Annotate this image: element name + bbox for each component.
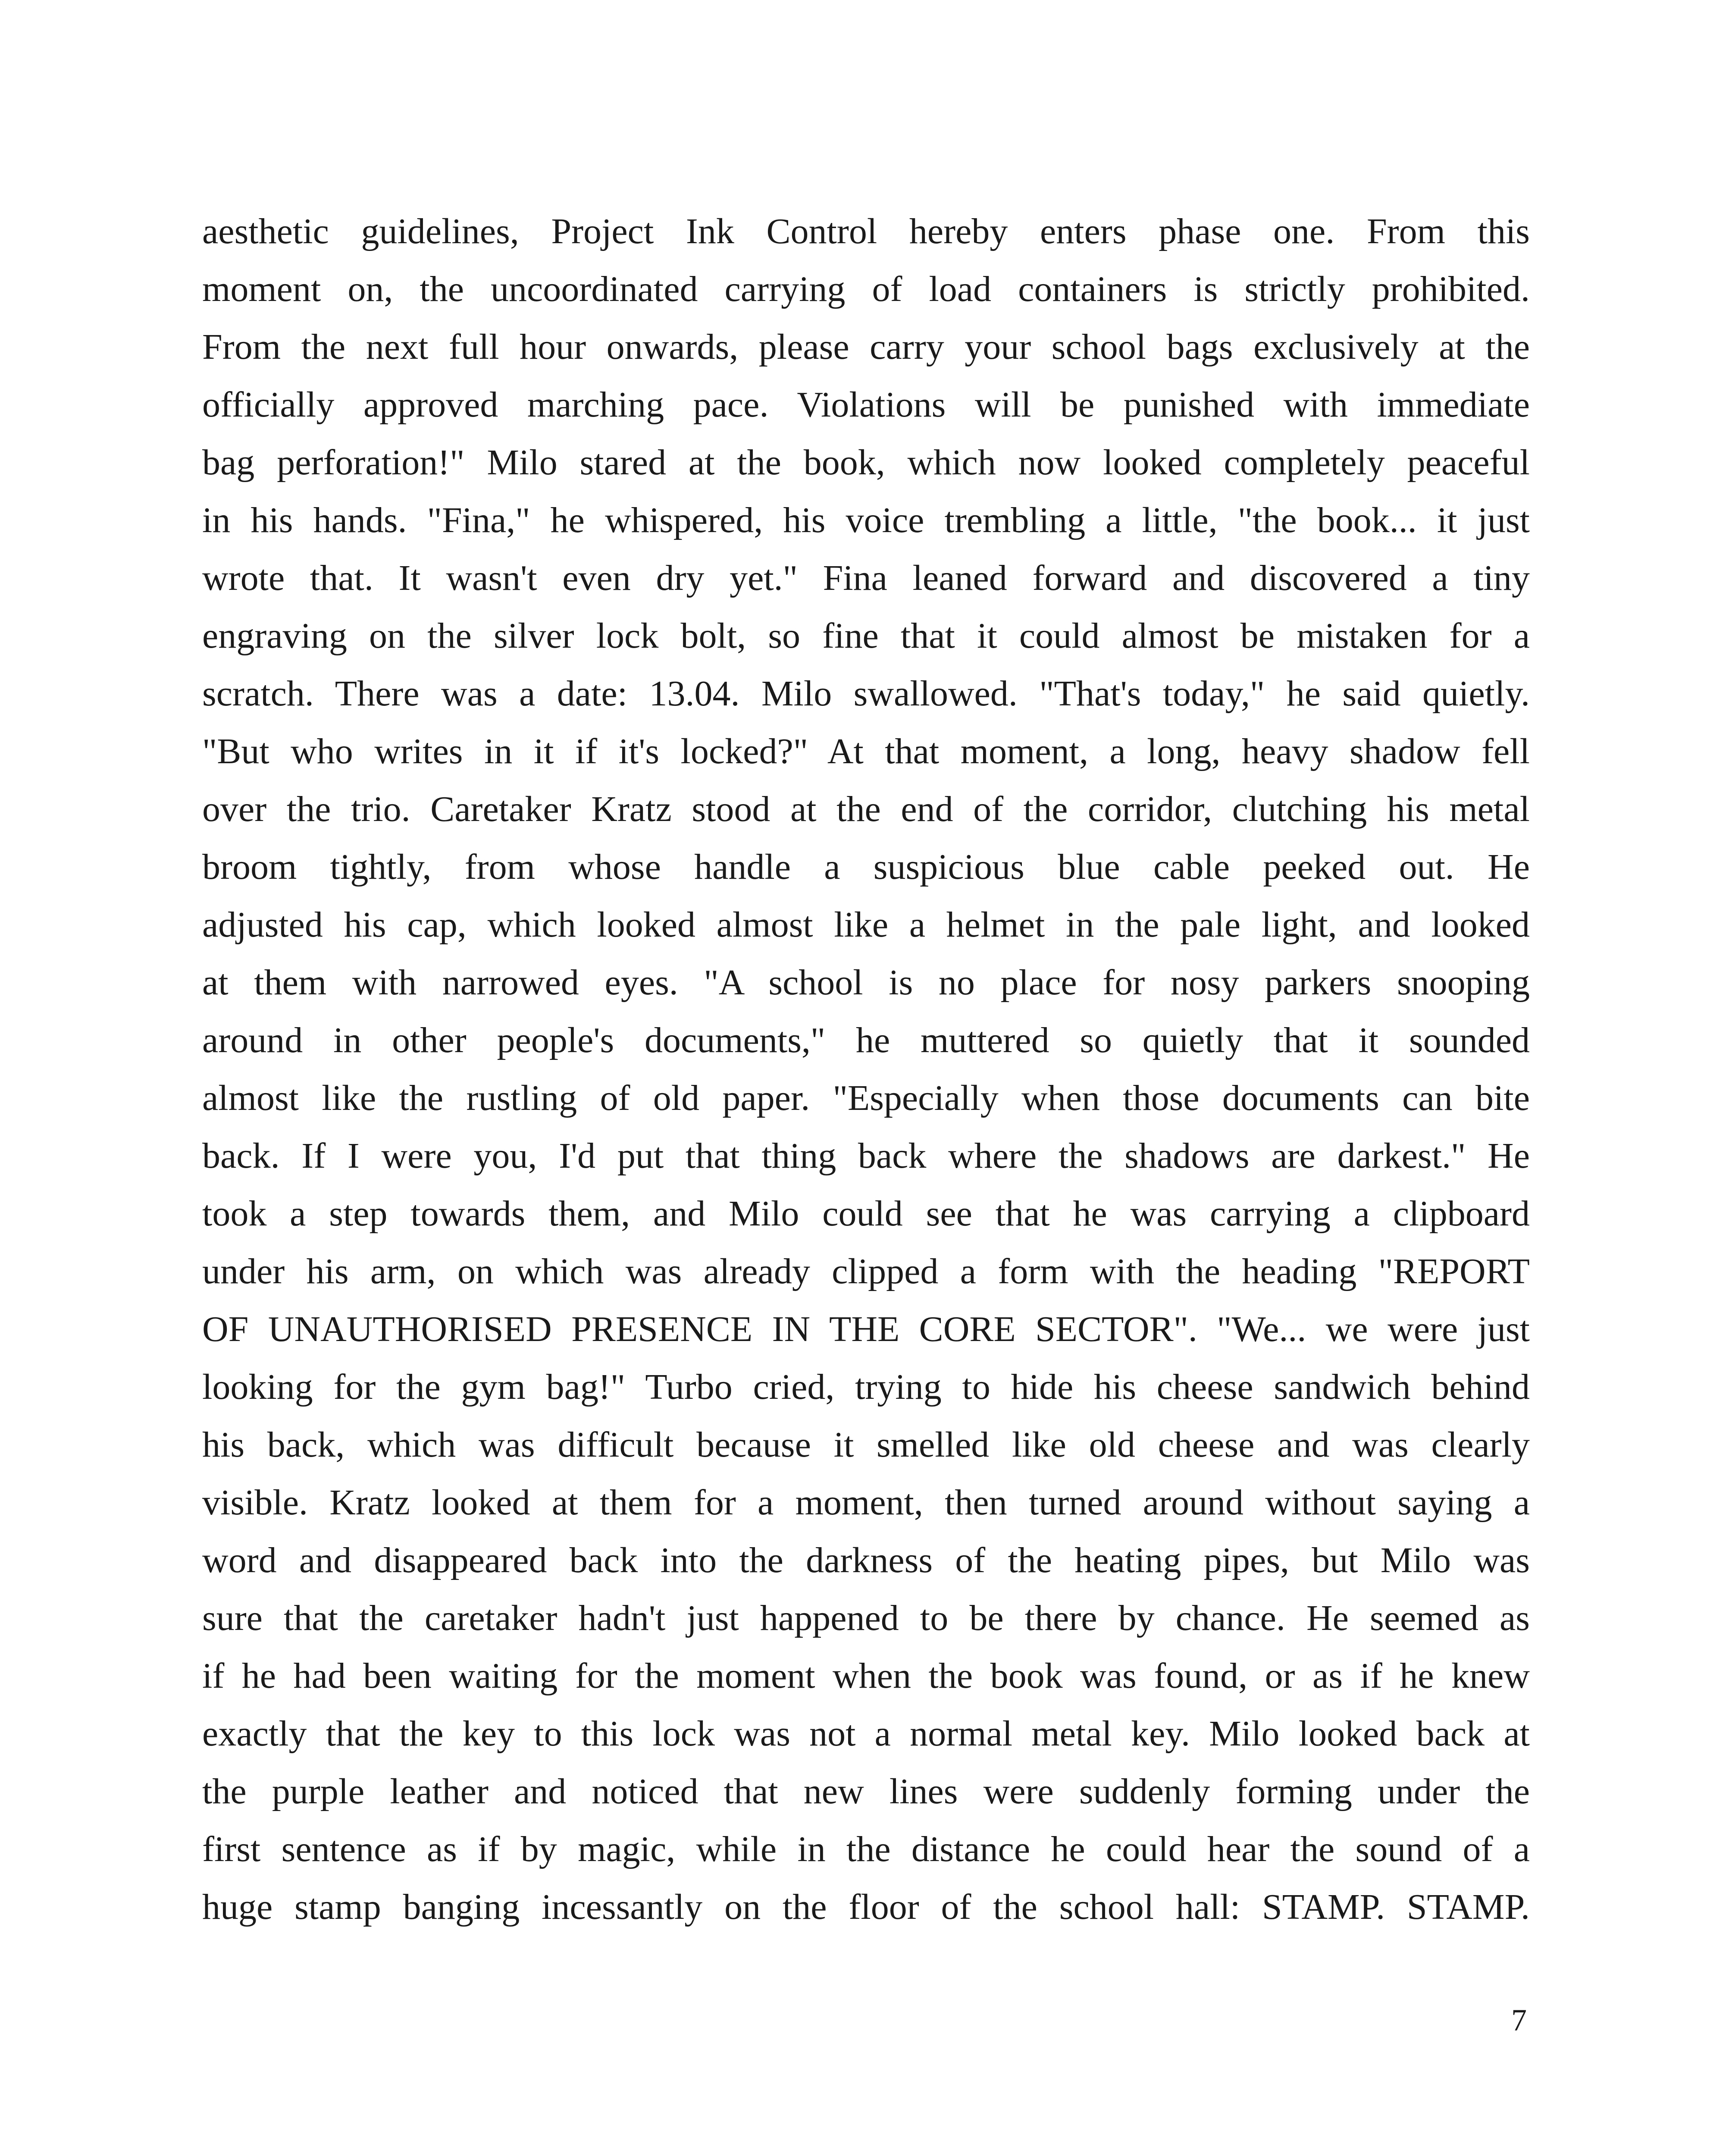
text-line: first sentence as if by magic, while in the distance he could hear the sound of a: [202, 1829, 1530, 1869]
text-line: bag perforation!" Milo stared at the book, which now looked completely peaceful: [202, 442, 1530, 483]
text-line: scratch. There was a date: 13.04. Milo swallowed. "That's today," he said quietly.: [202, 674, 1530, 714]
text-line: looking for the gym bag!" Turbo cried, trying to hide his cheese sandwich behind: [202, 1367, 1530, 1407]
text-line: From the next full hour onwards, please carry your school bags exclusively at the: [202, 327, 1530, 367]
text-line: adjusted his cap, which looked almost like a helmet in the pale light, and looked: [202, 905, 1530, 945]
text-line: took a step towards them, and Milo could see that he was carrying a clipboard: [202, 1194, 1530, 1234]
text-line: moment on, the uncoordinated carrying of load containers is strictly prohibited.: [202, 269, 1530, 309]
text-line: his back, which was difficult because it smelled like old cheese and was clearly: [202, 1425, 1530, 1465]
body-paragraph: [202, 203, 1530, 1936]
text-line: visible. Kratz looked at them for a moment, then turned around without saying a: [202, 1482, 1530, 1523]
text-line: word and disappeared back into the darkness of the heating pipes, but Milo was: [202, 1540, 1530, 1580]
text-line: OF UNAUTHORISED PRESENCE IN THE CORE SECTOR". "We... we were just: [202, 1309, 1530, 1349]
text-line: almost like the rustling of old paper. "Especially when those documents can bite: [202, 1078, 1530, 1118]
text-line: sure that the caretaker hadn't just happened to be there by chance. He seemed as: [202, 1598, 1530, 1638]
text-line: if he had been waiting for the moment when the book was found, or as if he knew: [202, 1656, 1530, 1696]
text-line: at them with narrowed eyes. "A school is no place for nosy parkers snooping: [202, 962, 1530, 1003]
page-number: 7: [1511, 2003, 1527, 2037]
text-line: back. If I were you, I'd put that thing back where the shadows are darkest." He: [202, 1136, 1530, 1176]
text-line: "But who writes in it if it's locked?" At that moment, a long, heavy shadow fell: [202, 731, 1530, 771]
text-line: under his arm, on which was already clipped a form with the heading "REPORT: [202, 1251, 1530, 1291]
text-line: aesthetic guidelines, Project Ink Control hereby enters phase one. From this: [202, 211, 1530, 251]
text-line: in his hands. "Fina," he whispered, his voice trembling a little, "the book... it just: [202, 500, 1530, 540]
text-line: exactly that the key to this lock was not a normal metal key. Milo looked back at: [202, 1714, 1530, 1754]
text-line: wrote that. It wasn't even dry yet." Fina leaned forward and discovered a tiny: [202, 558, 1530, 598]
text-line: huge stamp banging incessantly on the floor of the school hall: STAMP. STAMP.: [202, 1887, 1530, 1927]
text-line: over the trio. Caretaker Kratz stood at the end of the corridor, clutching his metal: [202, 789, 1530, 829]
text-line: officially approved marching pace. Violations will be punished with immediate: [202, 385, 1530, 425]
text-line: the purple leather and noticed that new lines were suddenly forming under the: [202, 1771, 1530, 1811]
text-line: around in other people's documents," he muttered so quietly that it sounded: [202, 1020, 1530, 1060]
text-line: broom tightly, from whose handle a suspicious blue cable peeked out. He: [202, 847, 1530, 887]
text-line: engraving on the silver lock bolt, so fine that it could almost be mistaken for a: [202, 616, 1530, 656]
